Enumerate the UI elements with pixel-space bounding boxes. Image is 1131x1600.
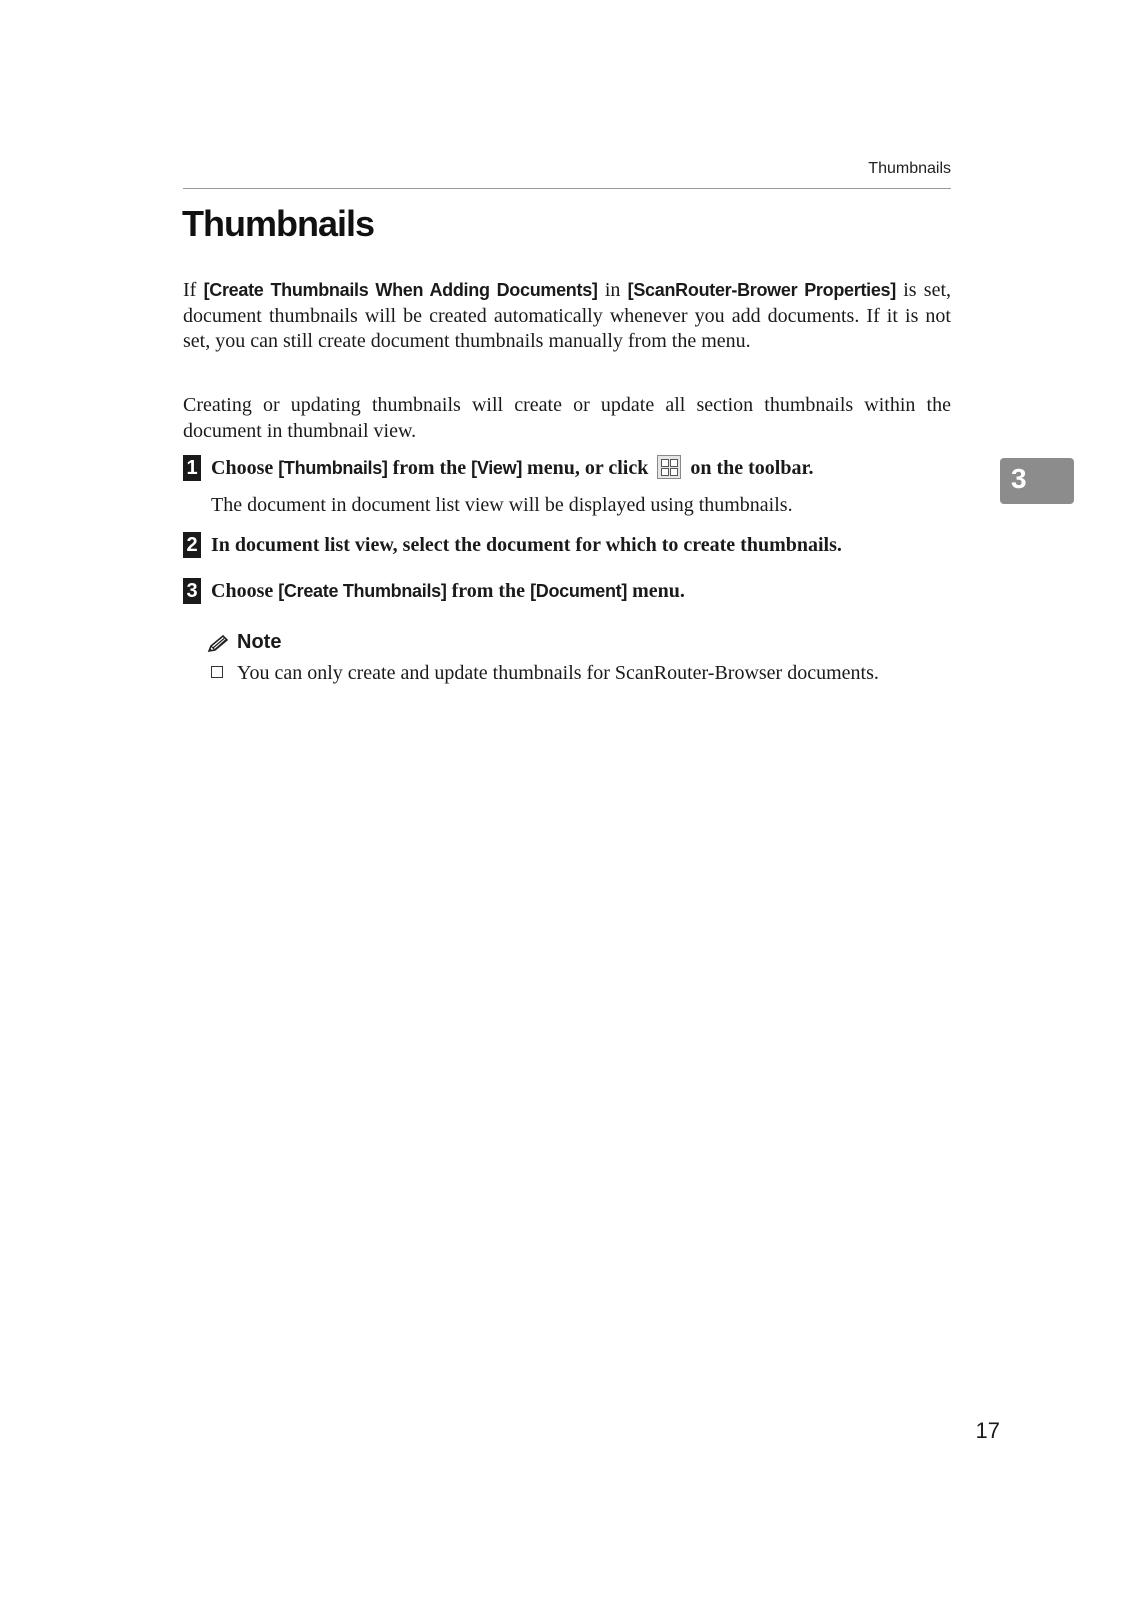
step-number: 2 <box>183 532 201 558</box>
intro-paragraph-1: If [Create Thumbnails When Adding Documents] in [ScanRouter-Brower Properties] is set, document thumbnails will be created automatically whenever you add documents. If it is not set, you can still create document thumbnails manually from the menu. <box>183 279 952 352</box>
note-item <box>211 661 951 713</box>
step-1-instruction: Choose [Thumbnails] from the [View] menu, or click on the toolbar. <box>211 457 814 479</box>
step-2 <box>183 532 973 562</box>
pencil-icon <box>206 634 230 654</box>
step-1-result: The document in document list view will be displayed using thumbnails. <box>211 494 793 516</box>
step-1 <box>183 455 973 485</box>
step-3 <box>183 578 973 608</box>
step-number: 1 <box>183 455 201 481</box>
ui-view-menu: [View] <box>471 458 523 478</box>
ui-create-thumbnails-option: [Create Thumbnails When Adding Documents] <box>203 280 598 300</box>
running-header-title: Thumbnails <box>868 160 951 177</box>
note-label: Note <box>237 631 282 653</box>
note-text: You can only create and update thumbnails for ScanRouter-Browser documents. <box>237 662 879 684</box>
checkbox-bullet-icon <box>211 666 223 678</box>
page-title: Thumbnails <box>182 203 375 244</box>
ui-properties-dialog: [ScanRouter-Brower Properties] <box>627 280 896 300</box>
step-2-instruction: In document list view, select the document for which to create thumbnails. <box>211 534 842 556</box>
page-number: 17 <box>975 1418 1000 1443</box>
chapter-number: 3 <box>1011 463 1027 494</box>
intro-paragraph-2: Creating or updating thumbnails will create or update all section thumbnails within the document in thumbnail view. <box>183 394 951 442</box>
step-3-instruction: Choose [Create Thumbnails] from the [Document] menu. <box>211 580 685 602</box>
ui-thumbnails-command: [Thumbnails] <box>278 458 388 478</box>
thumbnails-toolbar-icon <box>657 455 681 479</box>
ui-create-thumbnails-command: [Create Thumbnails] <box>278 581 447 601</box>
step-number: 3 <box>183 578 201 604</box>
running-header <box>183 158 951 189</box>
chapter-tab <box>1000 458 1074 504</box>
ui-document-menu: [Document] <box>530 581 628 601</box>
